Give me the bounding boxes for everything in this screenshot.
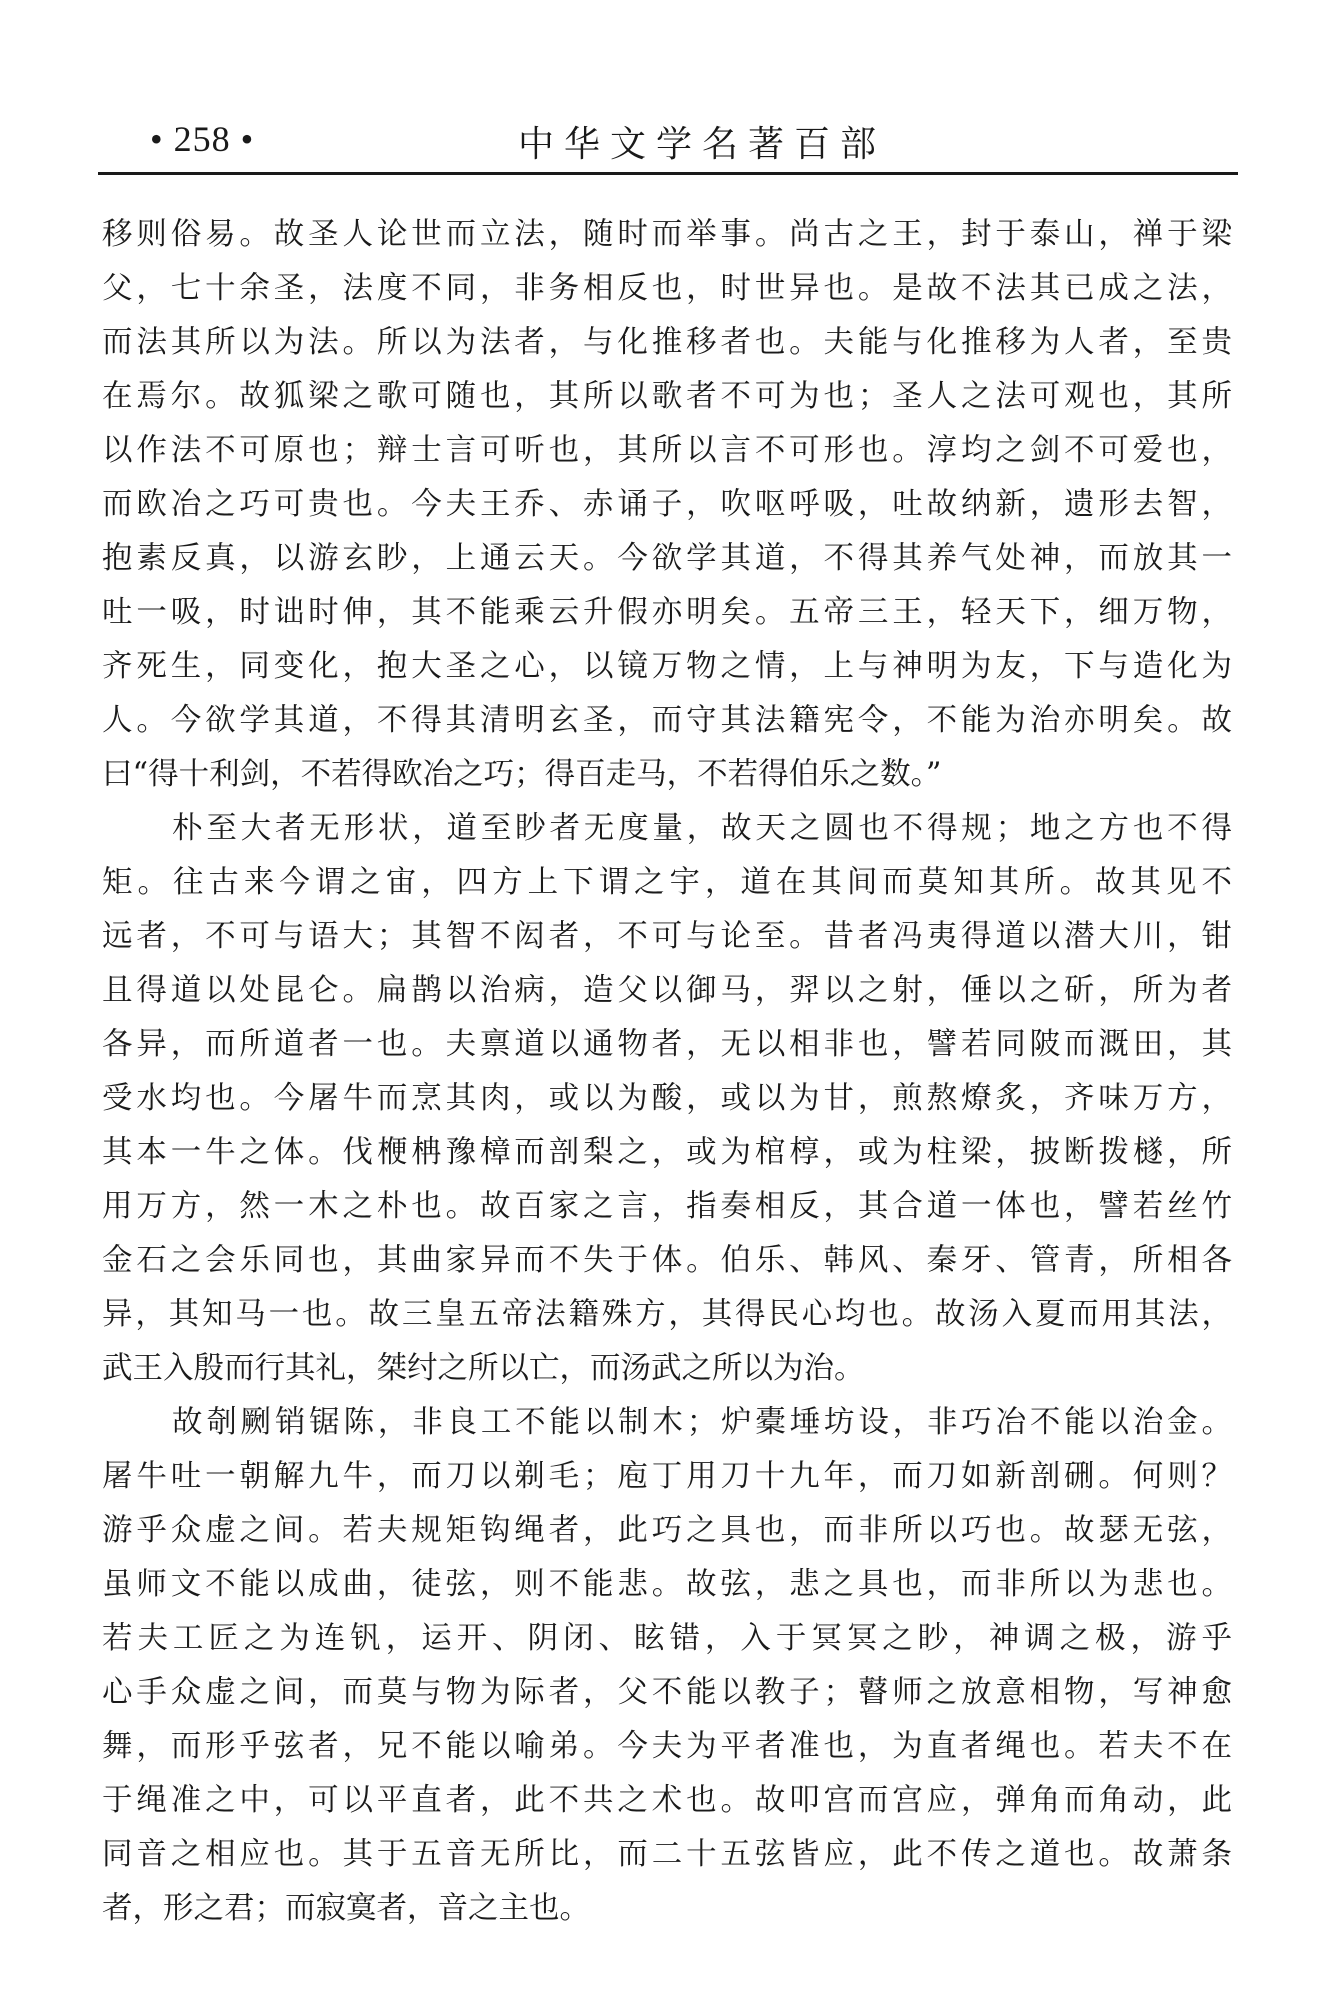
text-line: 且得道以处昆仑。扁鹊以治病，造父以御马，羿以之射，倕以之斫，所为者 [102,973,1232,1008]
text-line: 曰“得十利剑，不若得欧冶之巧；得百走马，不若得伯乐之数。” [102,757,942,792]
series-title: 中华文学名著百部 [518,124,887,165]
text-line: 朴至大者无形状，道至眇者无度量，故天之圆也不得规；地之方也不得 [172,811,1232,846]
text-line: 者，形之君；而寂寞者，音之主也。 [102,1891,590,1926]
text-line: 心手众虚之间，而莫与物为际者，父不能以教子；瞽师之放意相物，写神愈 [102,1675,1232,1710]
text-line: 游乎众虚之间。若夫规矩钩绳者，此巧之具也，而非所以巧也。故瑟无弦， [102,1513,1232,1548]
text-line: 若夫工匠之为连钒，运开、阴闭、眩错，入于冥冥之眇，神调之极，游乎 [102,1621,1232,1656]
text-line: 人。今欲学其道，不得其清明玄圣，而守其法籍宪令，不能为治亦明矣。故 [102,703,1232,738]
text-line: 远者，不可与语大；其智不闳者，不可与论至。昔者冯夷得道以潜大川，钳 [102,919,1232,954]
text-line: 受水均也。今屠牛而烹其肉，或以为酸，或以为甘，煎熬燎炙，齐味万方， [102,1081,1232,1116]
text-line: 父，七十余圣，法度不同，非务相反也，时世异也。是故不法其已成之法， [102,271,1232,306]
text-line: 虽师文不能以成曲，徒弦，则不能悲。故弦，悲之具也，而非所以为悲也。 [102,1567,1232,1602]
text-line: 屠牛吐一朝解九牛，而刀以剃毛；庖丁用刀十九年，而刀如新剖硎。何则？ [102,1459,1232,1494]
text-line: 同音之相应也。其于五音无所比，而二十五弦皆应，此不传之道也。故萧条 [102,1837,1232,1872]
text-line: 舞，而形乎弦者，兄不能以喻弟。今夫为平者准也，为直者绳也。若夫不在 [102,1729,1232,1764]
text-line: 故剞劂销锯陈，非良工不能以制木；炉橐埵坊设，非巧冶不能以治金。 [172,1405,1232,1440]
text-line: 而法其所以为法。所以为法者，与化推移者也。夫能与化推移为人者，至贵 [102,325,1232,360]
text-line: 金石之会乐同也，其曲家异而不失于体。伯乐、韩风、秦牙、管青，所相各 [102,1243,1232,1278]
text-line: 在焉尔。故狐梁之歌可随也，其所以歌者不可为也；圣人之法可观也，其所 [102,379,1232,414]
text-line: 齐死生，同变化，抱大圣之心，以镜万物之情，上与神明为友，下与造化为 [102,649,1232,684]
header-rule [98,172,1238,175]
text-line: 抱素反真，以游玄眇，上通云天。今欲学其道，不得其养气处神，而放其一 [102,541,1232,576]
text-line: 于绳准之中，可以平直者，此不共之术也。故叩宫而宫应，弹角而角动，此 [102,1783,1232,1818]
page-header [98,106,1238,176]
text-line: 其本一牛之体。伐楩柟豫樟而剖梨之，或为棺椁，或为柱梁，披断拨檖，所 [102,1135,1232,1170]
body-text [102,208,1232,1936]
text-line: 用万方，然一木之朴也。故百家之言，指奏相反，其合道一体也，譬若丝竹 [102,1189,1232,1224]
text-line: 吐一吸，时诎时伸，其不能乘云升假亦明矣。五帝三王，轻天下，细万物， [102,595,1232,630]
text-line: 武王入殷而行其礼，桀纣之所以亡，而汤武之所以为治。 [102,1351,865,1386]
text-line: 矩。往古来今谓之宙，四方上下谓之宇，道在其间而莫知其所。故其见不 [102,865,1232,900]
text-line: 异，其知马一也。故三皇五帝法籍殊方，其得民心均也。故汤入夏而用其法， [102,1297,1232,1332]
text-line: 移则俗易。故圣人论世而立法，随时而举事。尚古之王，封于泰山，禅于梁 [102,217,1232,252]
text-line: 以作法不可原也；辩士言可听也，其所以言不可形也。淳均之剑不可爱也， [102,433,1232,468]
page-number: • 258 • [150,119,255,159]
text-line: 而欧冶之巧可贵也。今夫王乔、赤诵子，吹呕呼吸，吐故纳新，遗形去智， [102,487,1232,522]
text-line: 各异，而所道者一也。夫禀道以通物者，无以相非也，譬若同陂而溉田，其 [102,1027,1232,1062]
